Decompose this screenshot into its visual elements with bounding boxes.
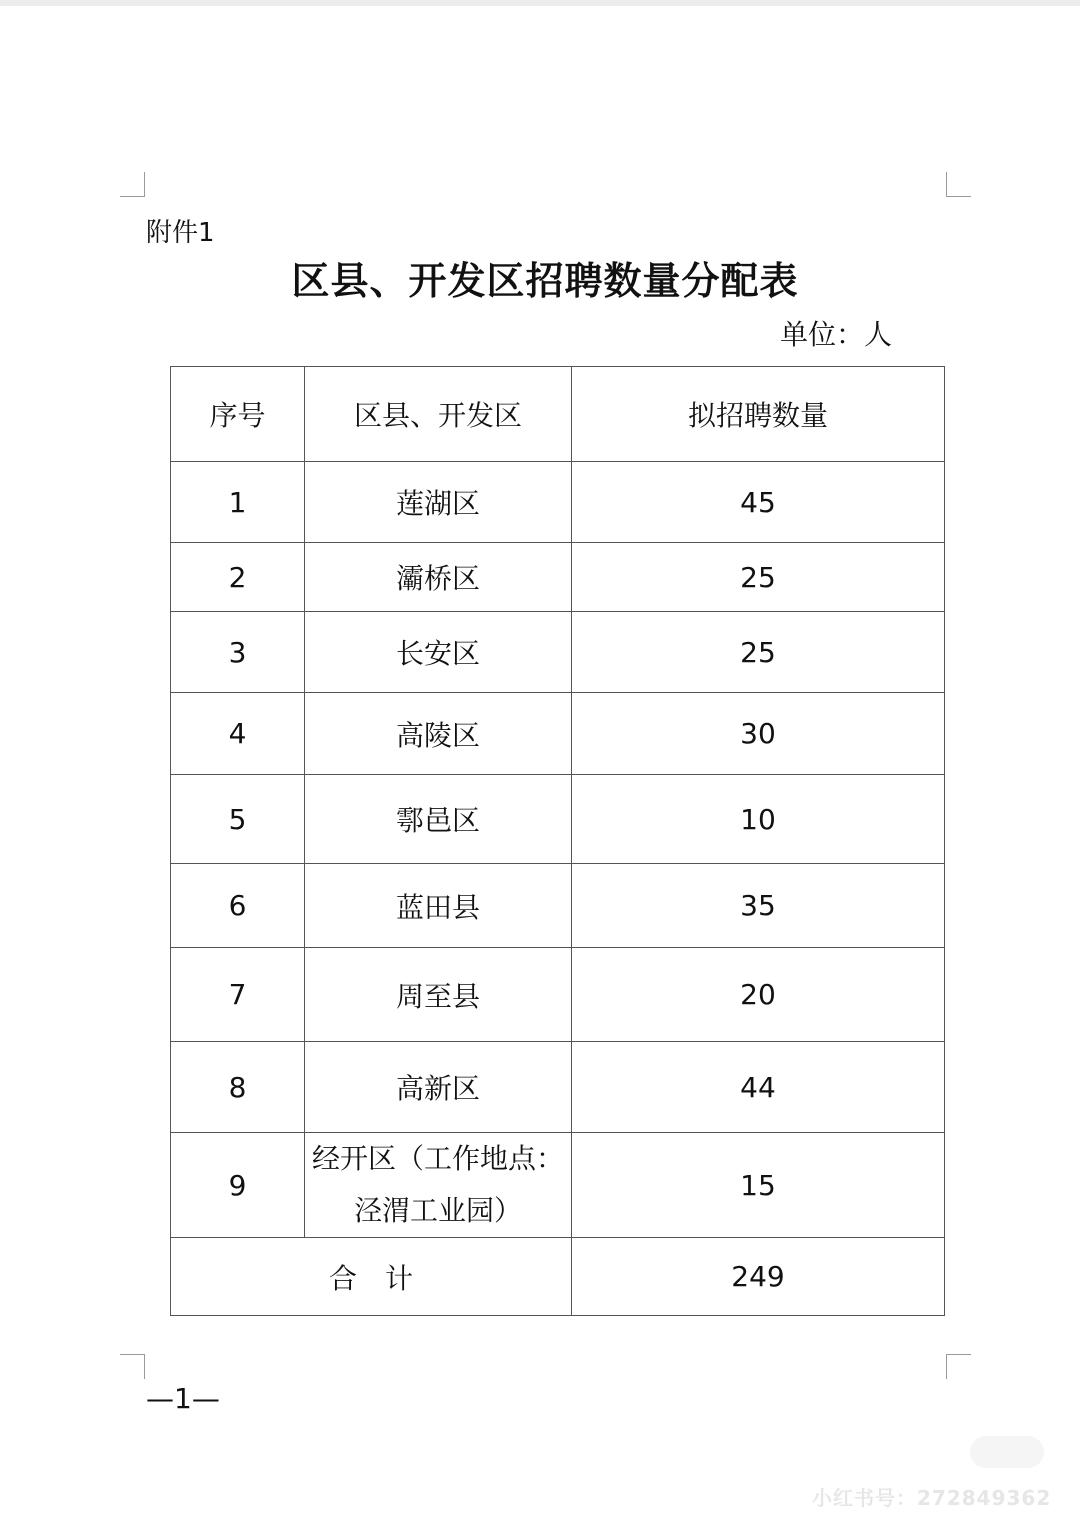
row-seq: 5 [171, 775, 305, 864]
total-value: 249 [572, 1238, 945, 1316]
row-district: 长安区 [305, 612, 572, 693]
page-title: 区县、开发区招聘数量分配表 [291, 259, 799, 303]
table-row [171, 1133, 945, 1238]
unit-label: 单位：人 [780, 318, 893, 351]
table-header-row [171, 367, 945, 462]
row-district: 高陵区 [305, 693, 572, 775]
row-seq: 9 [171, 1133, 305, 1238]
row-district: 莲湖区 [305, 462, 572, 543]
header-district: 区县、开发区 [305, 367, 572, 462]
table-row [171, 543, 945, 612]
crop-mark-bottom-left [120, 1354, 145, 1379]
table-row [171, 462, 945, 543]
table-row [171, 948, 945, 1042]
allocation-table [170, 366, 945, 1316]
row-seq: 7 [171, 948, 305, 1042]
row-seq: 2 [171, 543, 305, 612]
row-district: 鄠邑区 [305, 775, 572, 864]
watermark-logo [970, 1436, 1044, 1468]
row-seq: 1 [171, 462, 305, 543]
crop-mark-top-left [120, 172, 145, 197]
row-seq: 3 [171, 612, 305, 693]
table-row [171, 1042, 945, 1133]
row-district: 高新区 [305, 1042, 572, 1133]
watermark-text: 小红书号：272849362 [812, 1486, 1052, 1510]
row-count: 20 [572, 948, 945, 1042]
row-count: 25 [572, 612, 945, 693]
row-seq: 8 [171, 1042, 305, 1133]
row-count: 30 [572, 693, 945, 775]
row-count: 25 [572, 543, 945, 612]
row-district: 周至县 [305, 948, 572, 1042]
attachment-label: 附件1 [146, 218, 215, 248]
row-seq: 6 [171, 864, 305, 948]
crop-mark-top-right [946, 172, 971, 197]
table-row [171, 612, 945, 693]
table-row [171, 864, 945, 948]
table-row [171, 693, 945, 775]
row-count: 35 [572, 864, 945, 948]
table-total-row [171, 1238, 945, 1316]
row-count: 44 [572, 1042, 945, 1133]
header-seq: 序号 [171, 367, 305, 462]
row-count: 15 [572, 1133, 945, 1238]
top-edge-strip [0, 0, 1080, 6]
row-district: 灞桥区 [305, 543, 572, 612]
crop-mark-bottom-right [946, 1354, 971, 1379]
row-district: 经开区（工作地点：泾渭工业园） [305, 1133, 572, 1238]
row-count: 10 [572, 775, 945, 864]
row-district: 蓝田县 [305, 864, 572, 948]
row-seq: 4 [171, 693, 305, 775]
row-count: 45 [572, 462, 945, 543]
table-row [171, 775, 945, 864]
header-count: 拟招聘数量 [572, 367, 945, 462]
page-number: —1— [146, 1382, 220, 1415]
total-label: 合 计 [171, 1238, 572, 1316]
